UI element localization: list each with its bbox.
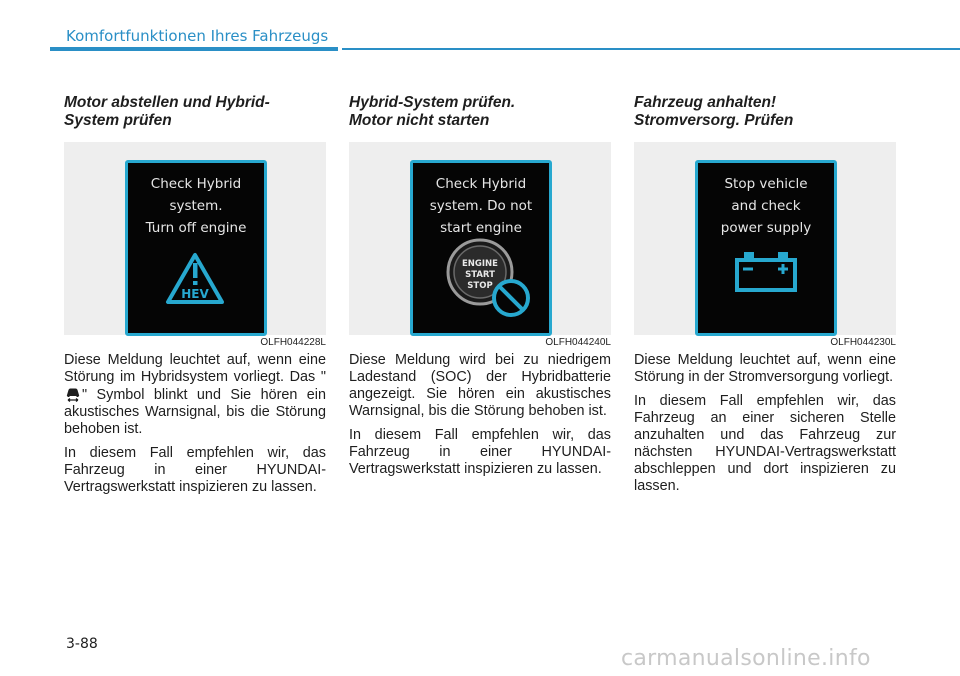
cluster-display-figure: [64, 142, 326, 335]
button-label-stop: STOP: [467, 281, 493, 291]
engine-start-stop-prohibited-icon: [349, 142, 611, 335]
battery-icon: [634, 142, 896, 335]
chapter-title: Komfortfunktionen Ihres Fahrzeugs: [66, 27, 329, 45]
section-heading: [349, 94, 611, 134]
hev-warning-icon: [64, 142, 326, 335]
screen-message: Check Hybrid system. Do not start engine: [429, 176, 533, 236]
cluster-display-figure: [634, 142, 896, 335]
figure-code: OLFH044240L: [545, 337, 611, 348]
recommendation-paragraph: In diesem Fall empfehlen wir, das Fahrzeug an einer sicheren Stelle anzuhalten und das Fahrzeug zur nächsten HYUNDAI-Vertragswerkstatt abschleppen und dort inspizieren zu lassen.: [634, 393, 896, 494]
description-paragraph: Diese Meldung leuchtet auf, wenn eine Störung in der Stromversorgung vorliegt.: [634, 352, 896, 385]
watermark: carmanualsonline.info: [621, 646, 871, 671]
header-rule-thin: [342, 48, 960, 50]
heading-line-2: Stromversorg. Prüfen: [634, 112, 794, 129]
section-hybrid-check-no-start: [349, 94, 611, 478]
heading-line-1: Motor abstellen und Hybrid-: [64, 94, 270, 111]
figure-code: OLFH044228L: [260, 337, 326, 348]
recommendation-paragraph: In diesem Fall empfehlen wir, das Fahrzeug in einer HYUNDAI-Vertragswerkstatt inspizieren zu lassen.: [64, 445, 326, 495]
button-label-start: START: [465, 270, 495, 280]
description-paragraph: [64, 352, 326, 438]
text-after-icon: " Symbol blinkt und Sie hören ein akustisches Warnsignal, bis die Störung behoben ist.: [64, 387, 326, 437]
recommendation-paragraph: In diesem Fall empfehlen wir, das Fahrzeug in einer HYUNDAI-Vertragswerkstatt inspizieren zu lassen.: [349, 427, 611, 477]
heading-line-1: Hybrid-System prüfen.: [349, 94, 516, 111]
section-heading: [64, 94, 326, 134]
section-stop-check-power: [634, 94, 896, 495]
cluster-display-figure: [349, 142, 611, 335]
button-label-engine: ENGINE: [462, 259, 498, 269]
heading-line-1: Fahrzeug anhalten!: [634, 94, 777, 111]
figure-code: OLFH044230L: [830, 337, 896, 348]
heading-line-2: System prüfen: [64, 112, 172, 129]
heading-line-2: Motor nicht starten: [349, 112, 490, 129]
hev-badge-label: HEV: [181, 287, 209, 301]
hybrid-car-symbol-icon: [64, 386, 82, 402]
section-heading: [634, 94, 896, 134]
screen-message: Stop vehicle and check power supply: [720, 176, 812, 236]
description-paragraph: Diese Meldung wird bei zu niedrigem Ladestand (SOC) der Hybridbatterie angezeigt. Sie hören ein akustisches Warnsignal, bis die Störung behoben ist.: [349, 352, 611, 419]
page-number: 3-88: [66, 636, 98, 652]
header-rule-thick: [50, 47, 338, 51]
section-hybrid-check-turn-off: [64, 94, 326, 496]
screen-message: Check Hybrid system. Turn off engine: [145, 176, 247, 236]
text-before-icon: Diese Meldung leuchtet auf, wenn eine Störung im Hybridsystem vorliegt. Das ": [64, 352, 326, 385]
